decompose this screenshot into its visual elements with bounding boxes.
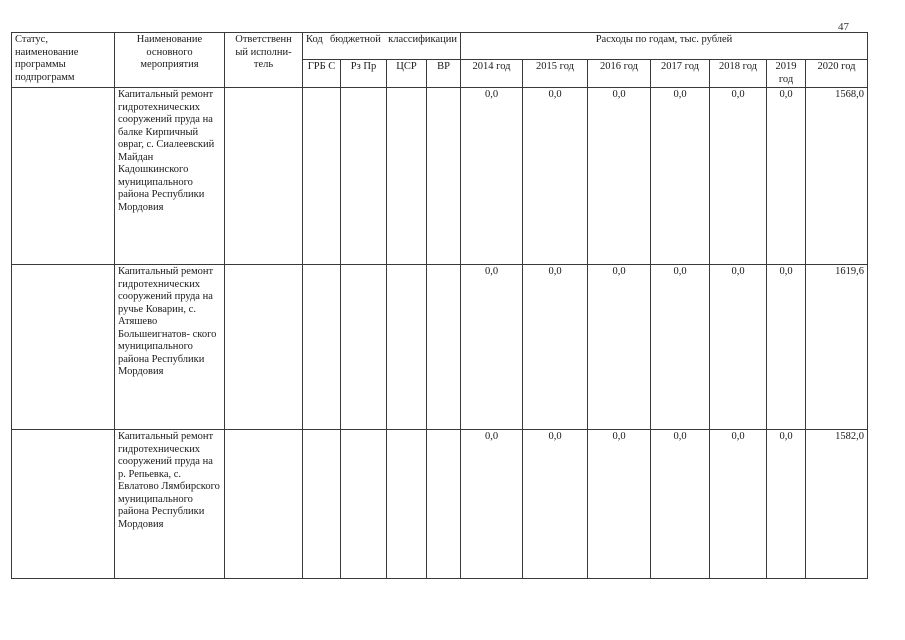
header-code-grbs: ГРБ С <box>303 60 341 88</box>
cell-code-csr <box>387 265 427 430</box>
cell-value-2014: 0,0 <box>461 88 523 265</box>
header-year-2015: 2015 год <box>523 60 588 88</box>
cell-code-grbs <box>303 430 341 579</box>
cell-status <box>12 88 115 265</box>
header-year-2019: 2019 год <box>767 60 806 88</box>
cell-code-vr <box>427 88 461 265</box>
header-responsible: Ответственн ый исполни- тель <box>225 33 303 88</box>
table-row <box>12 88 868 265</box>
cell-value-2016: 0,0 <box>588 430 651 579</box>
cell-code-rzpr <box>341 265 387 430</box>
cell-value-2019: 0,0 <box>767 88 806 265</box>
header-year-2017: 2017 год <box>651 60 710 88</box>
cell-code-csr <box>387 430 427 579</box>
cell-responsible <box>225 265 303 430</box>
cell-activity: Капитальный ремонт гидротехнических сооружений пруда на ручье Коварин, с. Атяшево Большеигнатов- ского муниципального района Республики Мордовия <box>115 265 225 430</box>
header-activity: Наименование основного мероприятия <box>115 33 225 88</box>
cell-code-rzpr <box>341 430 387 579</box>
table-row <box>12 265 868 430</box>
cell-code-rzpr <box>341 88 387 265</box>
cell-value-2015: 0,0 <box>523 430 588 579</box>
cell-status <box>12 430 115 579</box>
cell-value-2018: 0,0 <box>710 88 767 265</box>
cell-code-csr <box>387 88 427 265</box>
cell-activity: Капитальный ремонт гидротехнических сооружений пруда на р. Репьевка, с. Евлатово Лямбирского муниципального района Республики Мордовия <box>115 430 225 579</box>
cell-value-2014: 0,0 <box>461 430 523 579</box>
cell-value-2017: 0,0 <box>651 430 710 579</box>
header-year-2020: 2020 год <box>806 60 868 88</box>
header-code-csr: ЦСР <box>387 60 427 88</box>
header-code-rzpr: Рз Пр <box>341 60 387 88</box>
cell-value-2018: 0,0 <box>710 430 767 579</box>
cell-responsible <box>225 88 303 265</box>
cell-value-2015: 0,0 <box>523 265 588 430</box>
cell-value-2019: 0,0 <box>767 430 806 579</box>
cell-value-2016: 0,0 <box>588 265 651 430</box>
header-code-vr: ВР <box>427 60 461 88</box>
cell-value-2019: 0,0 <box>767 265 806 430</box>
cell-value-2020: 1619,6 <box>806 265 868 430</box>
cell-value-2017: 0,0 <box>651 265 710 430</box>
table-row <box>12 430 868 579</box>
cell-value-2016: 0,0 <box>588 88 651 265</box>
header-expenses: Расходы по годам, тыс. рублей <box>461 33 868 60</box>
cell-value-2020: 1582,0 <box>806 430 868 579</box>
cell-value-2015: 0,0 <box>523 88 588 265</box>
header-year-2016: 2016 год <box>588 60 651 88</box>
header-year-2018: 2018 год <box>710 60 767 88</box>
cell-status <box>12 265 115 430</box>
cell-code-vr <box>427 265 461 430</box>
header-budget-code: Код бюджетной классификации <box>303 33 461 60</box>
cell-responsible <box>225 430 303 579</box>
budget-table <box>11 32 868 579</box>
header-status: Статус, наименование программы подпрограмм <box>12 33 115 88</box>
cell-code-vr <box>427 430 461 579</box>
cell-code-grbs <box>303 88 341 265</box>
cell-code-grbs <box>303 265 341 430</box>
header-row-top <box>12 33 868 60</box>
cell-value-2017: 0,0 <box>651 88 710 265</box>
page-number: 47 <box>838 21 849 33</box>
cell-value-2014: 0,0 <box>461 265 523 430</box>
header-year-2014: 2014 год <box>461 60 523 88</box>
cell-value-2018: 0,0 <box>710 265 767 430</box>
cell-value-2020: 1568,0 <box>806 88 868 265</box>
cell-activity: Капитальный ремонт гидротехнических сооружений пруда на балке Кирпичный овраг, с. Сиалеевский Майдан Кадошкинского муниципального района Республики Мордовия <box>115 88 225 265</box>
